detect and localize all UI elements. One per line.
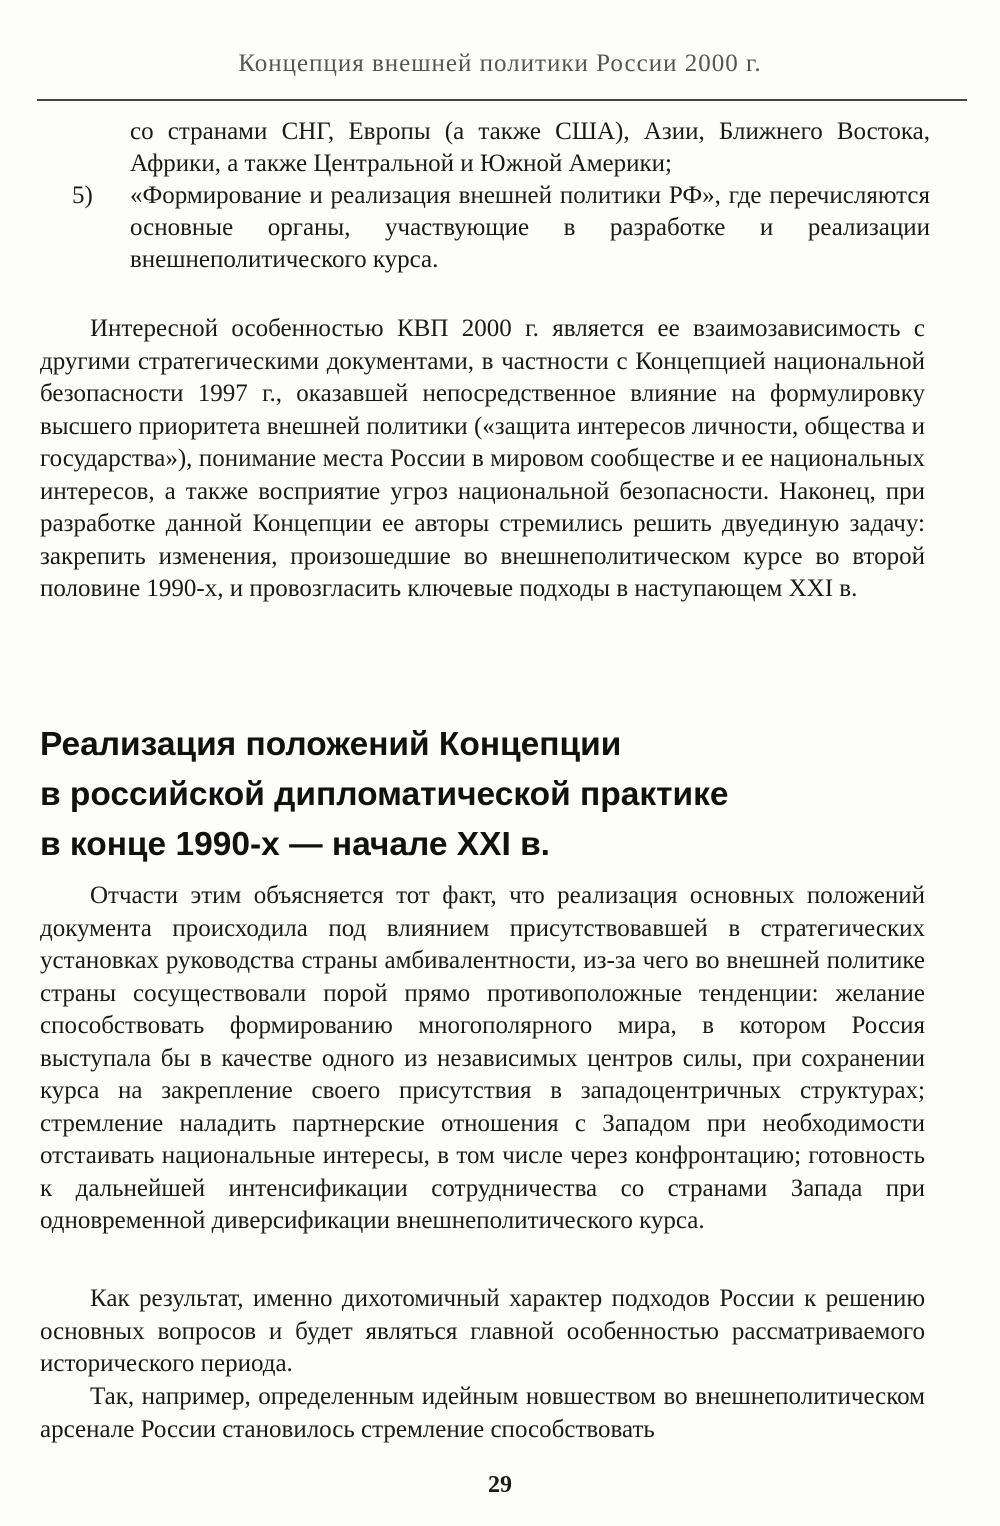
paragraph-2: Отчасти этим объясняется тот факт, что реализация основных положений документа происходила под влиянием присутствовавшей в стратегических установках руководства страны амбивалентности, из-за чего во внешней политике страны сосуществовали порой прямо противоположные тенденции: желание способствовать формированию многополярного мира, в котором Россия выступала бы в качестве одного из независимых центров силы, при сохранении курса на закрепление своего присутствия в западоцентричных структурах; стремление наладить партнерские отношения с Западом при необходимости отстаивать национальные интересы, в том числе через конфронтацию; готовность к дальнейшей интенсификации сотрудничества со странами Запада при одновременной диверсификации внешнеполитического курса. bbox=[40, 882, 925, 1234]
paragraph-1: Интересной особенностью КВП 2000 г. является ее взаимозависимость с другими стратегическими документами, в частности с Концепцией национальной безопасности 1997 г., оказавшей непосредственное влияние на формулировку высшего приоритета внешней политики («защита интересов личности, общества и государства»), понимание места России в мировом сообществе и ее национальных интересов, а также восприятие угроз национальной безопасности. Наконец, при разработке данной Концепции ее авторы стремились решить двуединую задачу: закрепить изменения, произошедшие во внешнеполитическом курсе во второй половине 1990-х, и провозгласить ключевые подходы в наступающем XXI в. bbox=[40, 315, 925, 602]
running-head: Концепция внешней политики России 2000 г. bbox=[238, 50, 762, 77]
page-number: 29 bbox=[488, 1472, 512, 1498]
list-item-continuation: со странами СНГ, Европы (а также США), Азии, Ближнего Востока, Африки, а также Центральной и Южной Америки; bbox=[130, 118, 930, 177]
list-item-number: 5) bbox=[72, 182, 93, 209]
list-item-text: «Формирование и реализация внешней политики РФ», где перечисляются основные органы, участвующие в разработке и реализации внешнеполитического курса. bbox=[130, 182, 930, 273]
heading-line-3: в конце 1990-х — начале XXI в. bbox=[40, 826, 550, 863]
numbered-list bbox=[0, 116, 1000, 276]
list-item-5 bbox=[0, 180, 1000, 276]
heading-line-2: в российской дипломатической практике bbox=[40, 776, 729, 813]
paragraph-3: Как результат, именно дихотомичный характер подходов России к решению основных вопросов и будет являться главной особенностью рассматриваемого исторического периода. bbox=[40, 1285, 925, 1377]
header-rule bbox=[37, 99, 967, 101]
section-heading bbox=[40, 720, 940, 870]
heading-line-1: Реализация положений Концепции bbox=[40, 726, 622, 763]
paragraph-4: Так, например, определенным идейным новшеством во внешнеполитическом арсенале России становилось стремление способствовать bbox=[40, 1383, 925, 1443]
